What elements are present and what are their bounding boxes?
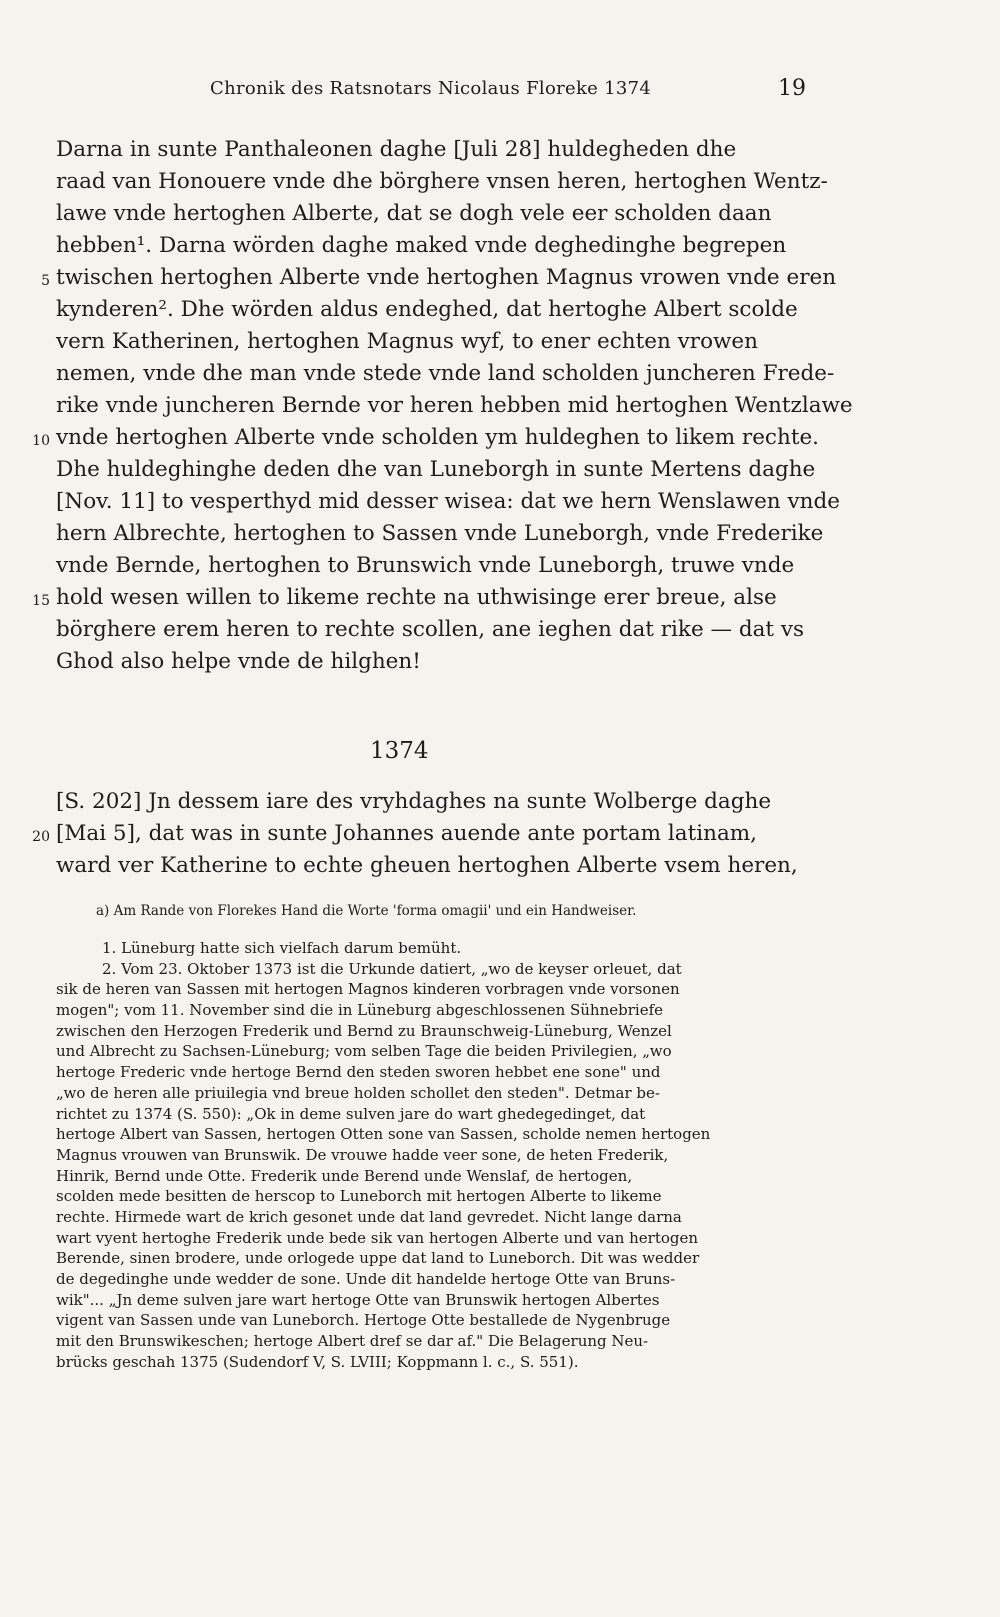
footnote-line: brücks geschah 1375 (Sudendorf V, S. LVIII; Koppmann l. c., S. 551). xyxy=(56,1352,579,1371)
footnote-line: 2. Vom 23. Oktober 1373 ist die Urkunde datiert, „wo de keyser orleuet, dat xyxy=(102,959,682,978)
section-1374 xyxy=(32,786,816,882)
line-number: 15 xyxy=(32,593,50,609)
line-text: [Nov. 11] to vesperthyd mid desser wisea: dat we hern Wenslawen vnde xyxy=(56,489,840,514)
line-text: nemen, vnde dhe man vnde stede vnde land scholden juncheren Frede- xyxy=(56,361,835,386)
text-line xyxy=(56,786,816,818)
running-head: Chronik des Ratsnotars Nicolaus Floreke 1374 xyxy=(210,78,652,99)
line-text: hold wesen willen to likeme rechte na uthwisinge erer breue, alse xyxy=(56,585,777,610)
text-line xyxy=(56,358,835,390)
footnotes xyxy=(56,938,816,1372)
footnote-line: hertoge Frederic vnde hertoge Bernd den steden sworen hebbet ene sone" und xyxy=(56,1063,661,1082)
line-text: vnde Bernde, hertoghen to Brunswich vnde Luneborgh, truwe vnde xyxy=(56,553,795,578)
line-text: raad van Honouere vnde dhe börghere vnsen heren, hertoghen Wentz- xyxy=(56,169,828,194)
line-number: 20 xyxy=(32,829,50,845)
footnote-line: mogen"; vom 11. November sind die in Lüneburg abgeschlossenen Sühnebriefe xyxy=(56,1001,664,1020)
text-line xyxy=(56,326,810,358)
text-line xyxy=(56,198,810,230)
line-text: Ghod also helpe vnde de hilghen! xyxy=(56,649,421,674)
line-text: [S. 202] Jn dessem iare des vryhdaghes na sunte Wolberge daghe xyxy=(56,789,772,814)
text-line xyxy=(56,646,810,678)
footnote-line: wart vyent hertoghe Frederik unde bede sik van hertogen Alberte und van hertogen xyxy=(56,1228,699,1247)
footnote-line: rechte. Hirmede wart de krich gesonet unde dat land gevredet. Nicht lange darna xyxy=(56,1207,682,1226)
text-line xyxy=(56,518,824,550)
line-number: 10 xyxy=(32,433,50,449)
text-line xyxy=(56,230,810,262)
footnote-line: richtet zu 1374 (S. 550): „Ok in deme sulven jare do wart ghedegedinget, dat xyxy=(56,1104,646,1123)
main-text xyxy=(32,134,853,678)
text-line xyxy=(56,294,810,326)
footnote-line: Magnus vrouwen van Brunswik. De vrouwe hadde veer sone, de heten Frederik, xyxy=(56,1145,669,1164)
page-number: 19 xyxy=(778,76,806,101)
footnote-line: hertoge Albert van Sassen, hertogen Otten sone van Sassen, scholde nemen hertogen xyxy=(56,1125,711,1144)
line-text: börghere erem heren to rechte scollen, ane ieghen dat rike — dat vs xyxy=(56,617,805,642)
line-text: rike vnde juncheren Bernde vor heren hebben mid hertoghen Wentzlawe xyxy=(56,393,853,418)
text-line xyxy=(56,454,816,486)
text-line xyxy=(41,262,837,294)
footnote-line: und Albrecht zu Sachsen-Lüneburg; vom selben Tage die beiden Privilegien, „wo xyxy=(56,1042,672,1061)
line-text: hebben¹. Darna wörden daghe maked vnde deghedinghe begrepen xyxy=(56,233,787,258)
footnote-line: 1. Lüneburg hatte sich vielfach darum bemüht. xyxy=(102,939,462,957)
footnote-line: sik de heren van Sassen mit hertogen Magnos kinderen vorbragen vnde vorsonen xyxy=(56,980,680,999)
text-line xyxy=(32,422,820,454)
text-line xyxy=(32,818,816,850)
footnote-line: „wo de heren alle priuilegia vnd breue holden schollet den steden". Detmar be- xyxy=(56,1083,660,1102)
text-line xyxy=(56,486,840,518)
footnote-line: zwischen den Herzogen Frederik und Bernd zu Braunschweig-Lüneburg, Wenzel xyxy=(56,1021,672,1040)
text-line xyxy=(32,582,810,614)
line-text: Darna in sunte Panthaleonen daghe [Juli 28] huldegheden dhe xyxy=(56,137,737,162)
footnote-line: de degedinghe unde wedder de sone. Unde dit handelde hertoge Otte van Bruns- xyxy=(56,1270,676,1288)
year-heading: 1374 xyxy=(370,738,429,764)
footnote-line: scolden mede besitten de herscop to Luneborch mit hertogen Alberte to likeme xyxy=(56,1187,662,1206)
footnote-line: wik"... „Jn deme sulven jare wart hertoge Otte van Brunswik hertogen Albertes xyxy=(56,1290,660,1309)
footnote-line: vigent van Sassen unde van Luneborch. Hertoge Otte bestallede de Nygenbruge xyxy=(56,1311,671,1330)
line-text: vern Katherinen, hertoghen Magnus wyf, to ener echten vrowen xyxy=(56,329,758,354)
text-line xyxy=(56,166,828,198)
line-text: hern Albrechte, hertoghen to Sassen vnde Luneborgh, vnde Frederike xyxy=(56,521,824,546)
line-text: vnde hertoghen Alberte vnde scholden ym huldeghen to likem rechte. xyxy=(56,425,820,450)
footnote-line: mit den Brunswikeschen; hertoge Albert dref se dar af." Die Belagerung Neu- xyxy=(56,1332,649,1351)
footnote-line: Hinrik, Bernd unde Otte. Frederik unde Berend unde Wenslaf, de hertogen, xyxy=(56,1166,633,1185)
text-line xyxy=(56,134,810,166)
footnote-line: Berende, sinen brodere, unde orlogede uppe dat land to Luneborch. Dit was wedder xyxy=(56,1249,700,1268)
text-line xyxy=(56,390,853,422)
line-text: kynderen². Dhe wörden aldus endeghed, dat hertoghe Albert scolde xyxy=(56,297,798,322)
textual-note: a) Am Rande von Florekes Hand die Worte 'forma omagii' und ein Handweiser. xyxy=(96,903,637,919)
line-text: twischen hertoghen Alberte vnde hertoghen Magnus vrowen vnde eren xyxy=(56,265,837,290)
line-number: 5 xyxy=(41,273,50,289)
line-text: [Mai 5], dat was in sunte Johannes auende ante portam latinam, xyxy=(56,821,757,846)
text-line xyxy=(56,614,810,646)
line-text: ward ver Katherine to echte gheuen hertoghen Alberte vsem heren, xyxy=(56,853,798,878)
line-text: lawe vnde hertoghen Alberte, dat se dogh vele eer scholden daan xyxy=(56,201,772,226)
text-line xyxy=(56,550,810,582)
line-text: Dhe huldeghinghe deden dhe van Luneborgh in sunte Mertens daghe xyxy=(56,457,816,482)
text-line xyxy=(56,850,816,882)
